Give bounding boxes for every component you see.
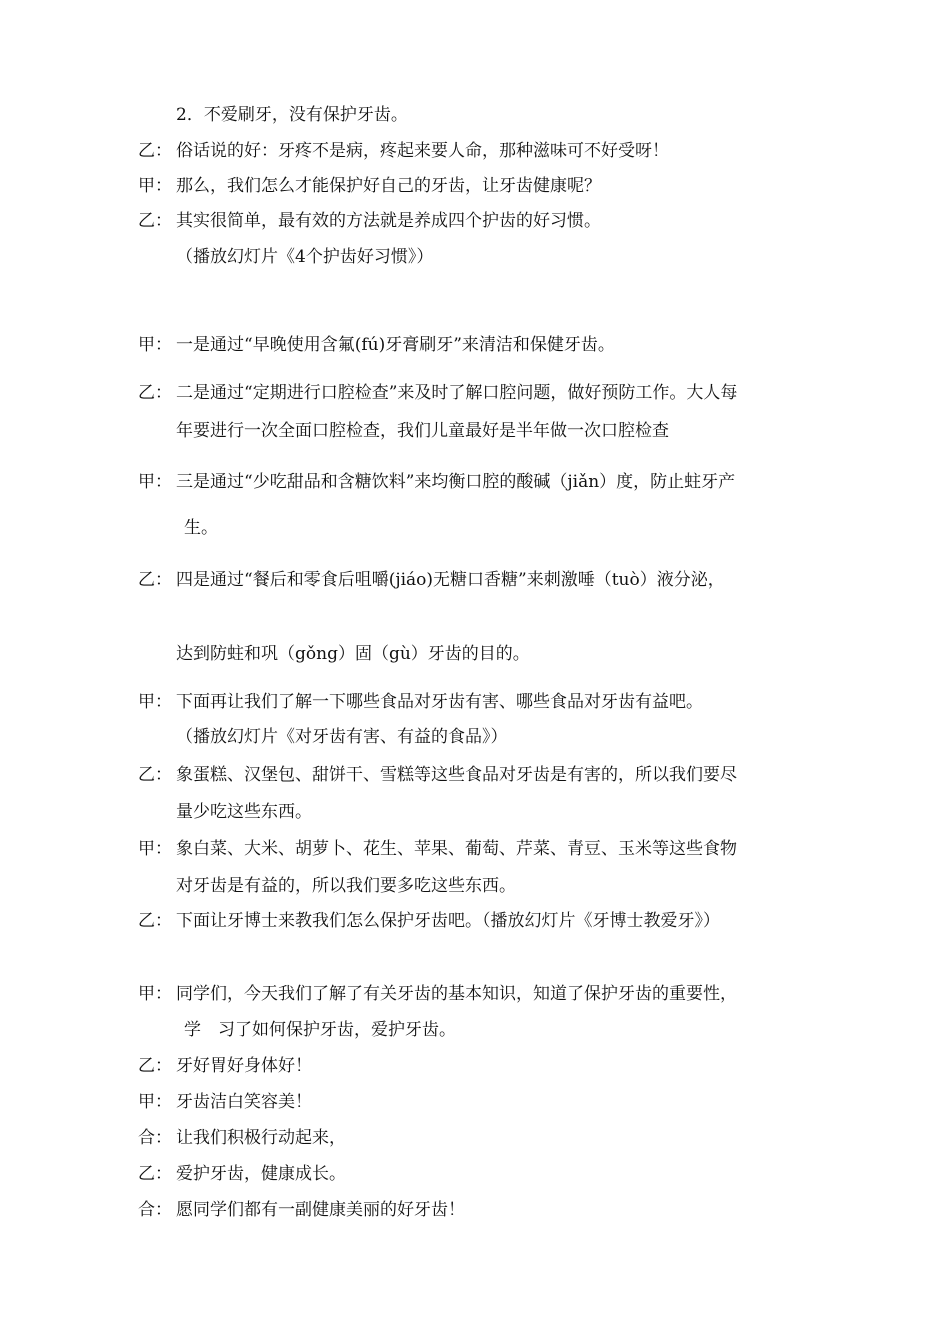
speaker-label: 乙：: [138, 141, 172, 161]
line-text: 二是通过“定期进行口腔检查”来及时了解口腔问题，做好预防工作。大人每: [176, 383, 738, 403]
speaker-label: 甲：: [138, 984, 172, 1004]
line-text: 牙好胃好身体好！: [176, 1056, 312, 1076]
line-text: 学 习了如何保护牙齿，爱护牙齿。: [184, 1020, 456, 1040]
speaker-label: 乙：: [138, 911, 172, 931]
line-text: 下面再让我们了解一下哪些食品对牙齿有害、哪些食品对牙齿有益吧。: [176, 692, 703, 712]
speaker-label: 乙：: [138, 765, 172, 785]
line-text: 牙齿洁白笑容美！: [176, 1092, 312, 1112]
line-text: 俗话说的好：牙疼不是病，疼起来要人命，那种滋味可不好受呀！: [176, 141, 669, 161]
line-text: 一是通过“早晚使用含氟(fú)牙膏刷牙”来清洁和保健牙齿。: [176, 335, 615, 355]
line-text: 其实很简单，最有效的方法就是养成四个护齿的好习惯。: [176, 211, 601, 231]
line-text: 下面让牙博士来教我们怎么保护牙齿吧。（播放幻灯片《牙博士教爱牙》）: [176, 911, 720, 931]
line-text: （播放幻灯片《对牙齿有害、有益的食品》）: [176, 727, 508, 747]
speaker-label: 乙：: [138, 1164, 172, 1184]
speaker-label: 合：: [138, 1200, 172, 1220]
line-text: 愿同学们都有一副健康美丽的好牙齿！: [176, 1200, 465, 1220]
line-text: 四是通过“餐后和零食后咀嚼(jiáo)无糖口香糖”来刺激唾（tuò）液分泌，: [176, 570, 725, 590]
line-text: 三是通过“少吃甜品和含糖饮料”来均衡口腔的酸碱（jiǎn）度，防止蛀牙产: [176, 472, 736, 492]
line-text: 同学们，今天我们了解了有关牙齿的基本知识，知道了保护牙齿的重要性，: [176, 984, 737, 1004]
speaker-label: 甲：: [138, 176, 172, 196]
speaker-label: 乙：: [138, 211, 172, 231]
speaker-label: 乙：: [138, 1056, 172, 1076]
speaker-label: 甲：: [138, 839, 172, 859]
line-text: 象蛋糕、汉堡包、甜饼干、雪糕等这些食品对牙齿是有害的，所以我们要尽: [176, 765, 737, 785]
line-text: 爱护牙齿，健康成长。: [176, 1164, 346, 1184]
speaker-label: 甲：: [138, 472, 172, 492]
speaker-label: 甲：: [138, 335, 172, 355]
line-text: 2．不爱刷牙，没有保护牙齿。: [176, 105, 408, 125]
speaker-label: 合：: [138, 1128, 172, 1148]
line-text: 生。: [184, 518, 218, 538]
speaker-label: 乙：: [138, 383, 172, 403]
line-text: 量少吃这些东西。: [176, 802, 312, 822]
line-text: （播放幻灯片《4个护齿好习惯》）: [176, 247, 434, 267]
line-text: 象白菜、大米、胡萝卜、花生、苹果、葡萄、芹菜、青豆、玉米等这些食物: [176, 839, 737, 859]
speaker-label: 乙：: [138, 570, 172, 590]
line-text: 达到防蛀和巩（gǒng）固（gù）牙齿的目的。: [176, 644, 530, 664]
line-text: 对牙齿是有益的，所以我们要多吃这些东西。: [176, 876, 516, 896]
speaker-label: 甲：: [138, 692, 172, 712]
speaker-label: 甲：: [138, 1092, 172, 1112]
line-text: 那么，我们怎么才能保护好自己的牙齿，让牙齿健康呢？: [176, 176, 601, 196]
line-text: 让我们积极行动起来，: [176, 1128, 346, 1148]
line-text: 年要进行一次全面口腔检查，我们儿童最好是半年做一次口腔检查: [176, 421, 669, 441]
